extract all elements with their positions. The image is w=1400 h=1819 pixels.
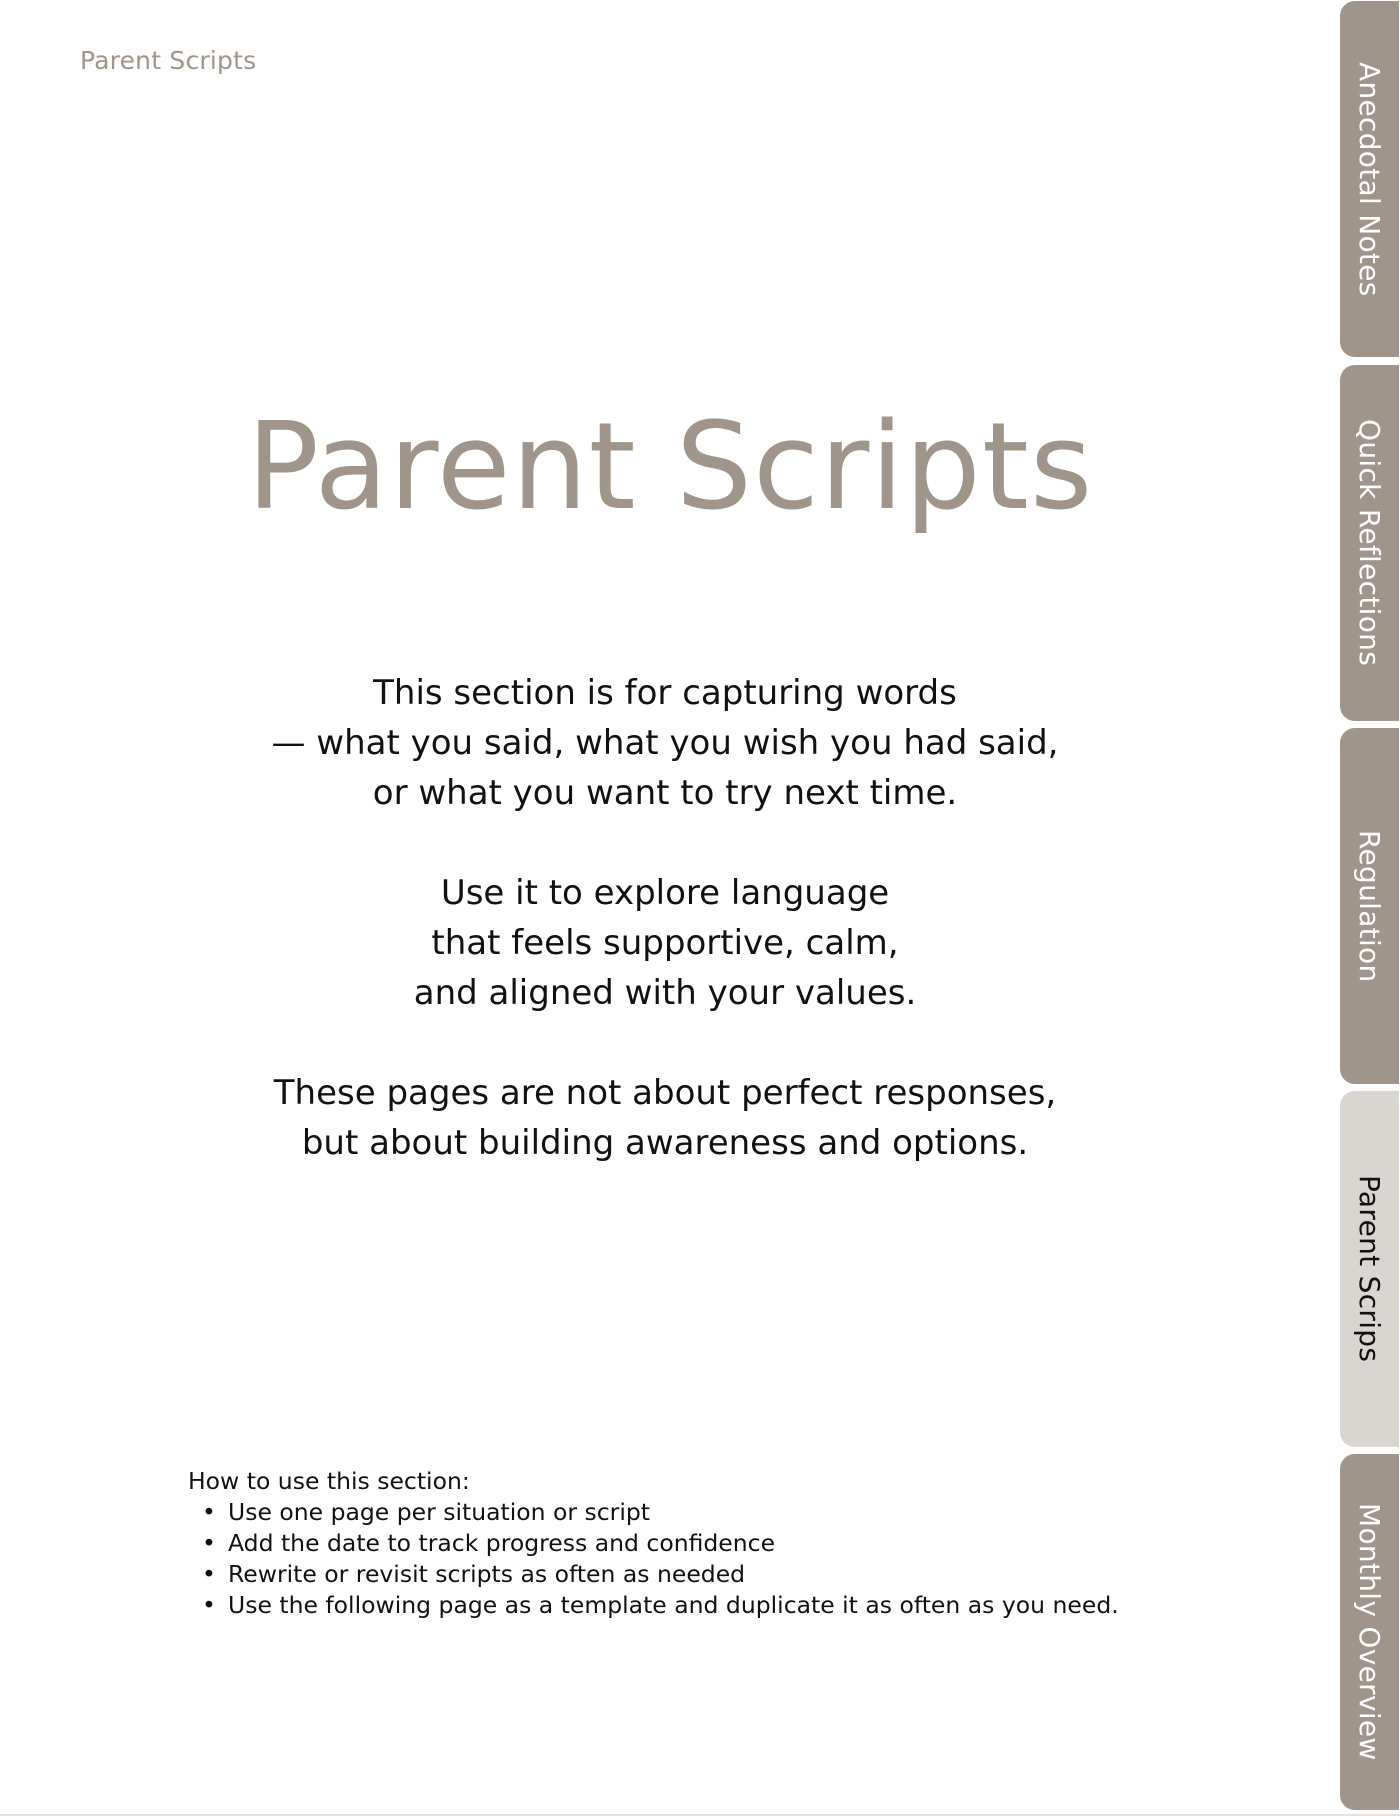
intro-line: or what you want to try next time. bbox=[372, 773, 958, 813]
intro-line: that feels supportive, calm, bbox=[431, 923, 899, 963]
tab-monthly-overview[interactable] bbox=[1339, 1453, 1400, 1811]
page-title: Parent Scripts bbox=[246, 398, 1094, 537]
tab-label: Regulation bbox=[1353, 829, 1386, 983]
intro-paragraph-2 bbox=[170, 868, 1160, 1018]
intro-line: Use it to explore language bbox=[440, 873, 890, 913]
how-to-title: How to use this section: bbox=[188, 1467, 470, 1495]
list-item bbox=[188, 1528, 1188, 1559]
tab-label: Quick Reflections bbox=[1353, 419, 1386, 667]
list-item-text: Use the following page as a template and duplicate it as often as you need. bbox=[228, 1591, 1119, 1619]
list-item-text: Add the date to track progress and confidence bbox=[228, 1529, 776, 1557]
intro-line: and aligned with your values. bbox=[413, 973, 917, 1013]
bullet-icon: • bbox=[202, 1498, 216, 1526]
tab-quick-reflections[interactable] bbox=[1339, 364, 1400, 722]
intro-line: but about building awareness and options. bbox=[301, 1123, 1029, 1163]
list-item bbox=[188, 1590, 1188, 1621]
list-item-text: Use one page per situation or script bbox=[228, 1498, 651, 1526]
tab-regulation[interactable] bbox=[1339, 727, 1400, 1085]
section-tabs bbox=[1339, 0, 1400, 1819]
intro-paragraph-3 bbox=[170, 1068, 1160, 1168]
tab-anecdotal-notes[interactable] bbox=[1339, 0, 1400, 358]
running-header: Parent Scripts bbox=[80, 46, 257, 75]
how-to-list bbox=[188, 1497, 1188, 1621]
how-to-section bbox=[188, 1466, 1188, 1621]
bullet-icon: • bbox=[202, 1529, 216, 1557]
tab-label: Monthly Overview bbox=[1353, 1503, 1386, 1761]
list-item bbox=[188, 1497, 1188, 1528]
tab-label: Parent Scrips bbox=[1353, 1175, 1386, 1363]
intro-paragraph-1 bbox=[170, 668, 1160, 818]
bullet-icon: • bbox=[202, 1560, 216, 1588]
bullet-icon: • bbox=[202, 1591, 216, 1619]
intro-line: These pages are not about perfect responses, bbox=[273, 1073, 1057, 1113]
list-item bbox=[188, 1559, 1188, 1590]
intro-line: — what you said, what you wish you had said, bbox=[271, 723, 1059, 763]
list-item-text: Rewrite or revisit scripts as often as needed bbox=[228, 1560, 746, 1588]
tab-label: Anecdotal Notes bbox=[1353, 61, 1386, 297]
bottom-divider bbox=[0, 1814, 1400, 1816]
intro-line: This section is for capturing words bbox=[373, 673, 957, 713]
intro-text bbox=[170, 668, 1160, 1218]
tab-parent-scrips[interactable] bbox=[1339, 1090, 1400, 1448]
